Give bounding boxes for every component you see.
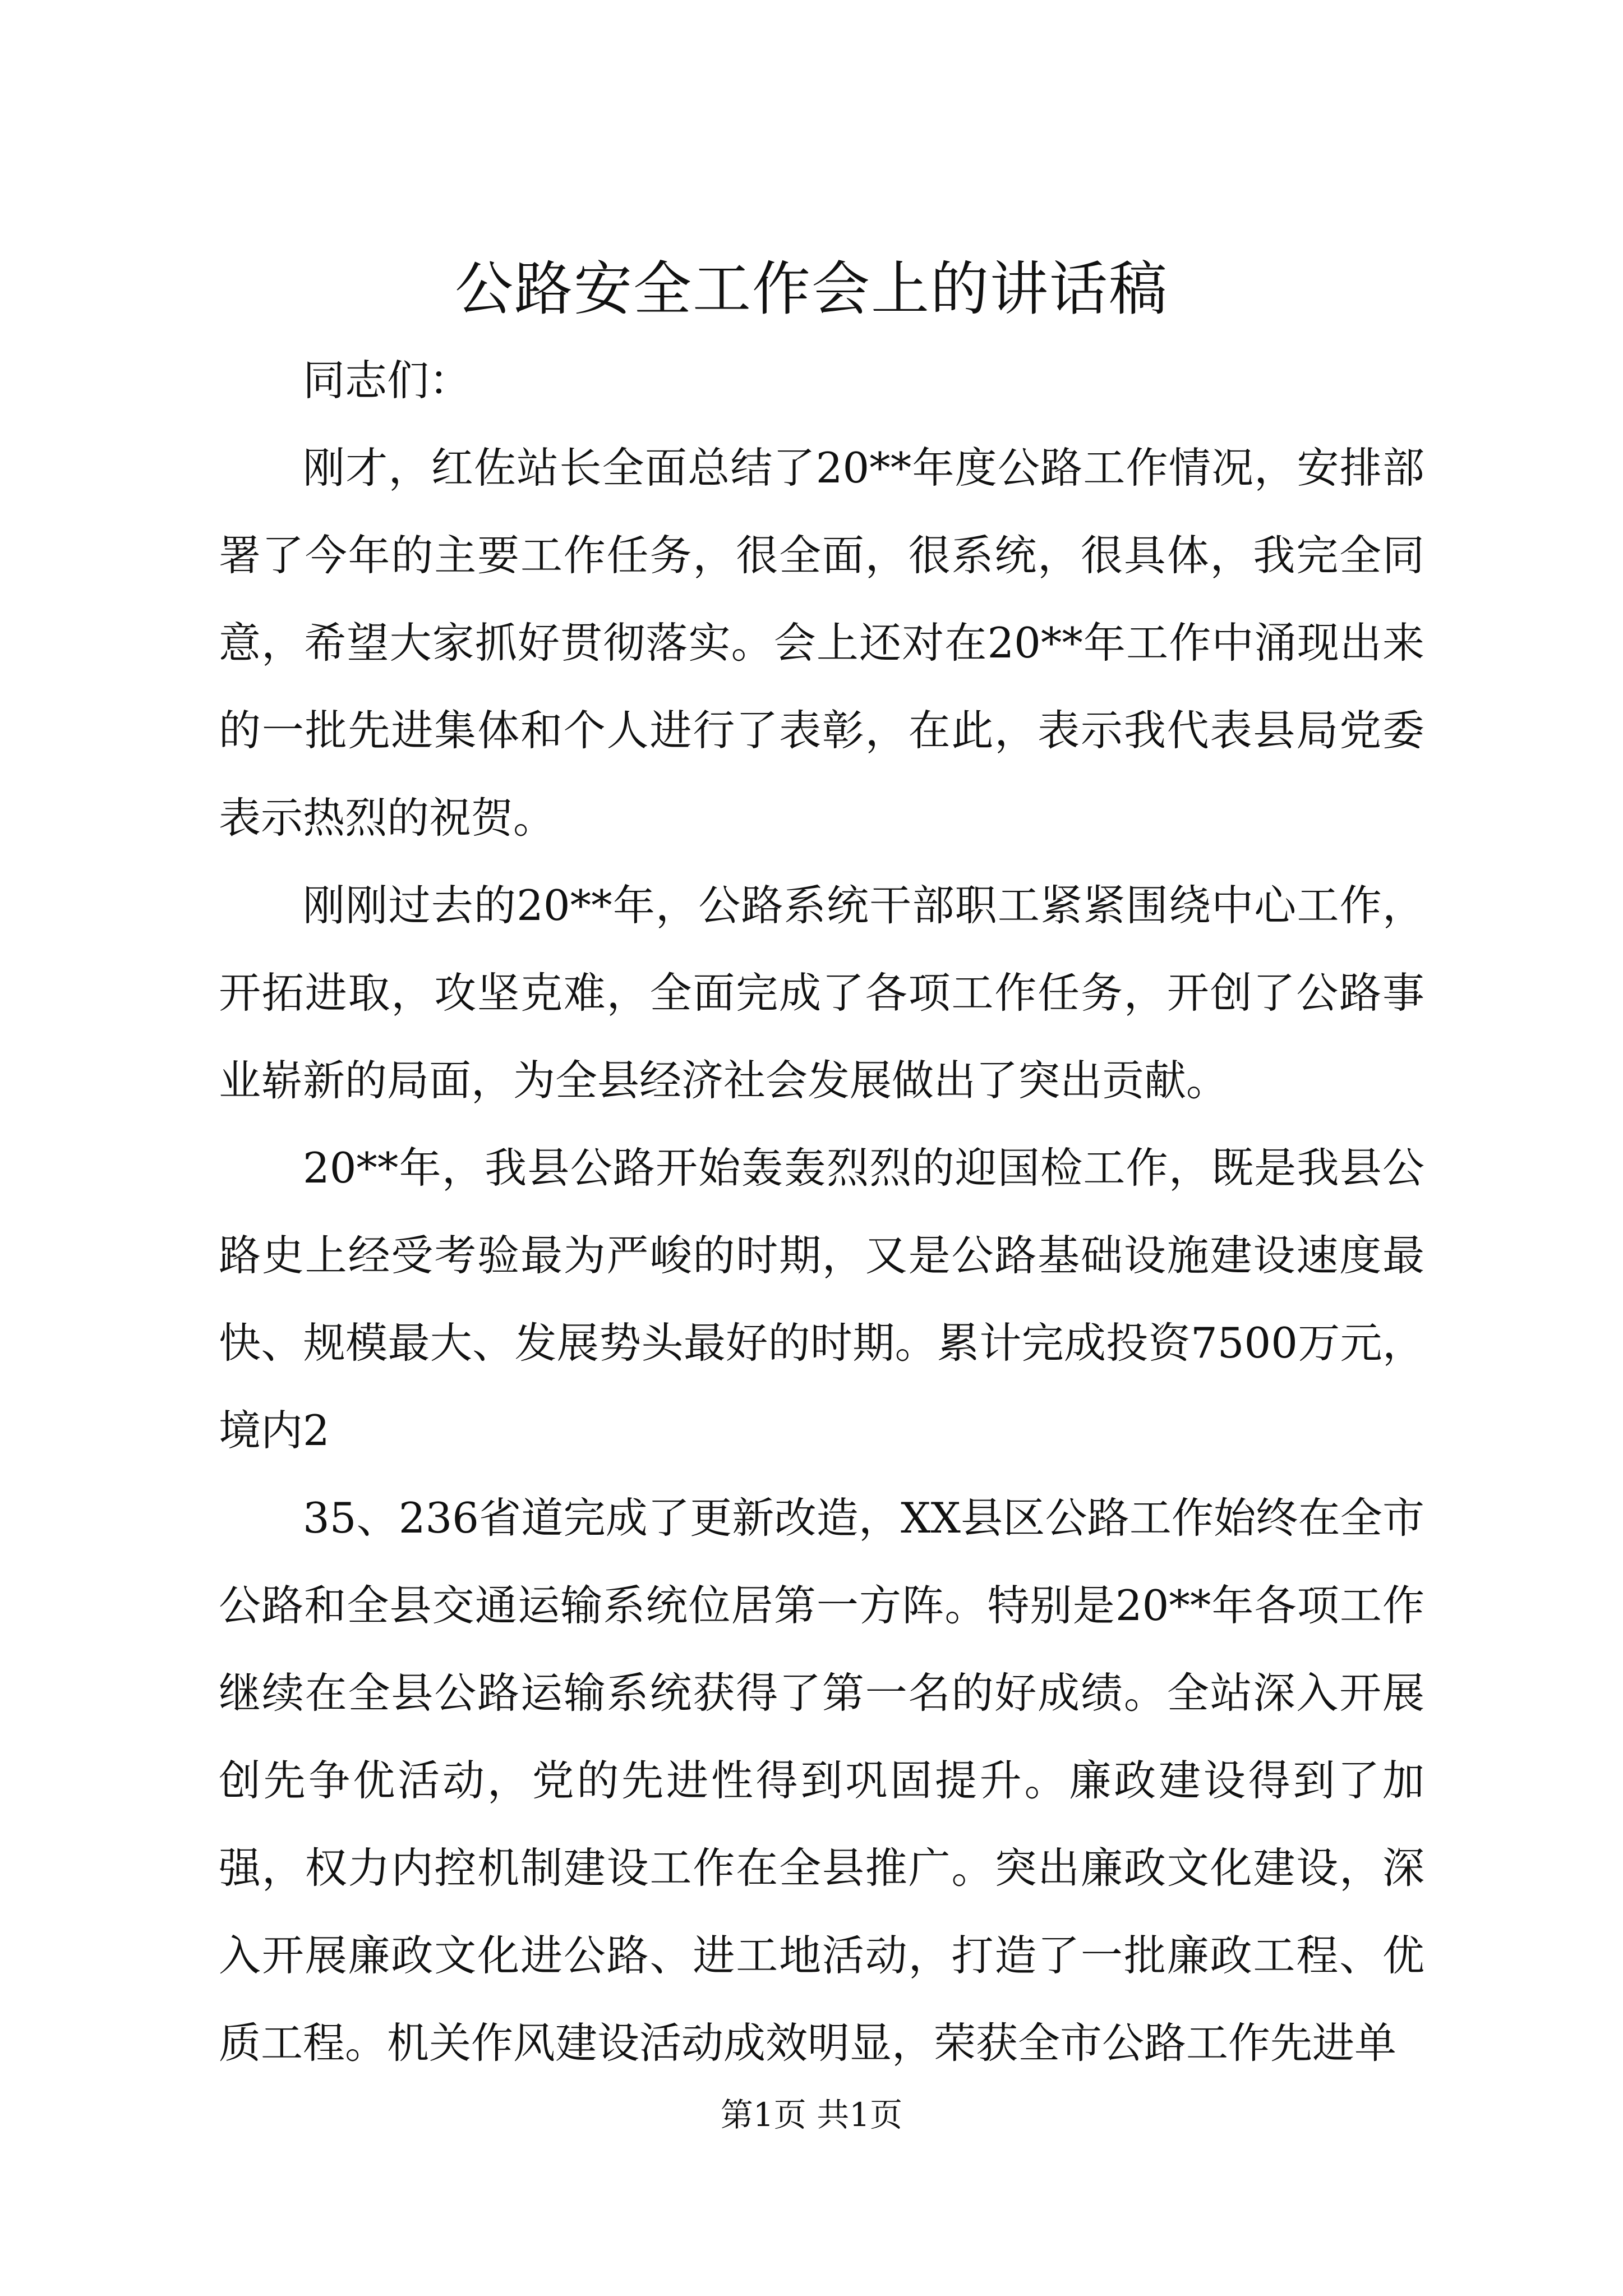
paragraph-1: 刚才，红佐站长全面总结了20**年度公路工作情况，安排部署了今年的主要工作任务，很全面，很系统，很具体，我完全同意，希望大家抓好贯彻落实。会上还对在20**年工作中涌现出来的一批先进集体和个人进行了表彰，在此，表示我代表县局党委表示热烈的祝贺。 [219, 443, 1424, 843]
document-body [219, 337, 1424, 2087]
page-number-footer: 第1页 共1页 [720, 2096, 903, 2134]
document-title: 公路安全工作会上的讲话稿 [454, 255, 1168, 323]
paragraph-3: 20**年，我县公路开始轰轰烈烈的迎国检工作，既是我县公路史上经受考验最为严峻的时期，又是公路基础设施建设速度最快、规模最大、发展势头最好的时期。累计完成投资7500万元，境内2 [219, 1143, 1424, 1455]
paragraph-4: 35、236省道完成了更新改造，XX县区公路工作始终在全市公路和全县交通运输系统位居第一方阵。特别是20**年各项工作继续在全县公路运输系统获得了第一名的好成绩。全站深入开展创先争优活动，党的先进性得到巩固提升。廉政建设得到了加强，权力内控机制建设工作在全县推广。突出廉政文化建设，深入开展廉政文化进公路、进工地活动，打造了一批廉政工程、优质工程。机关作风建设活动成效明显，荣获全市公路工作先进单 [219, 1493, 1424, 2068]
paragraph-2: 刚刚过去的20**年，公路系统干部职工紧紧围绕中心工作，开拓进取，攻坚克难，全面完成了各项工作任务，开创了公路事业崭新的局面，为全县经济社会发展做出了突出贡献。 [219, 881, 1424, 1105]
salutation: 同志们： [303, 356, 472, 405]
